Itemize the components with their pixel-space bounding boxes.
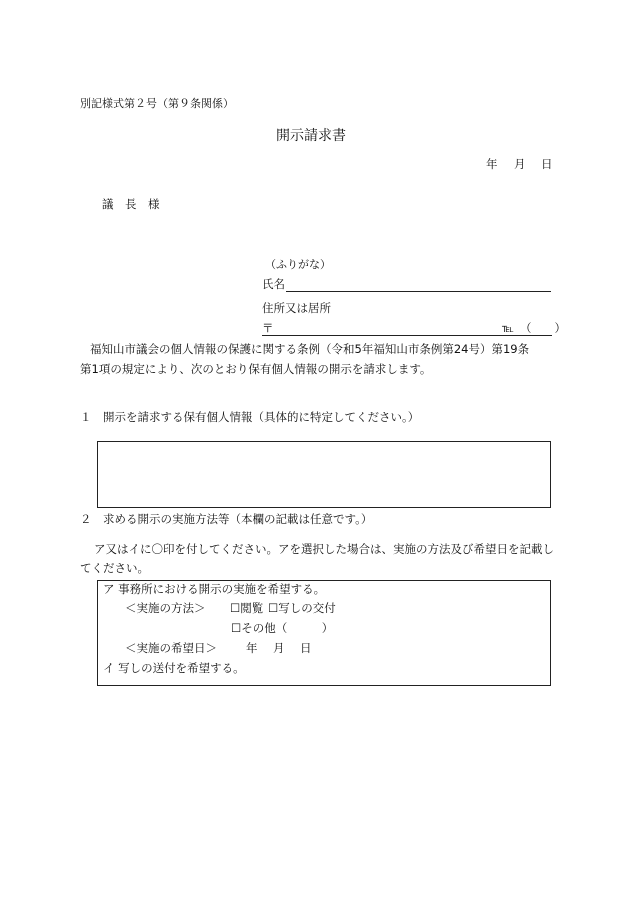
name-label: 氏名 — [262, 277, 285, 291]
intro-line-2: 第1項の規定により、次のとおり保有個人情報の開示を請求します。 — [80, 362, 432, 376]
intro-line-1: 福知山市議会の個人情報の保護に関する条例（令和5年福知山市条例第24号）第19条 — [90, 342, 530, 356]
option-b-label[interactable]: イ 写しの送付を希望する。 — [103, 661, 245, 675]
preferred-date-month: 月 — [273, 641, 285, 655]
address-field-line[interactable] — [262, 335, 552, 336]
address-label: 住所又は居所 — [262, 301, 331, 315]
section2-note-line-1: ア又はイに〇印を付してください。アを選択した場合は、実施の方法及び希望日を記載し — [94, 542, 554, 556]
section1-heading: １ 開示を請求する保有個人情報（具体的に特定してください。） — [80, 410, 420, 424]
section2-note-line-2: てください。 — [80, 561, 149, 575]
tel-mark: ℡ — [502, 322, 514, 335]
preferred-date-year: 年 — [246, 641, 258, 655]
addressee: 議 長 様 — [102, 197, 160, 211]
tel-paren: （ ） — [520, 321, 566, 335]
preferred-date-day: 日 — [300, 641, 312, 655]
form-number-label: 別記様式第２号（第９条関係） — [80, 97, 234, 110]
document-title: 開示請求書 — [276, 128, 346, 144]
method-view-checkbox[interactable]: ☐閲覧 — [230, 601, 264, 615]
method-other-checkbox[interactable]: ☐その他（ ） — [231, 621, 334, 635]
method-copy-checkbox[interactable]: ☐写しの交付 — [268, 601, 336, 615]
requested-info-field[interactable] — [97, 441, 551, 508]
date-day-label: 日 — [541, 157, 553, 171]
name-field-line[interactable] — [286, 291, 551, 292]
date-month-label: 月 — [514, 157, 526, 171]
section2-heading: ２ 求める開示の実施方法等（本欄の記載は任意です。） — [80, 512, 373, 526]
postal-mark: 〒 — [262, 321, 274, 335]
preferred-date-label: ＜実施の希望日＞ — [125, 641, 217, 655]
date-year-label: 年 — [486, 157, 498, 171]
method-label: ＜実施の方法＞ — [125, 601, 206, 615]
furigana-label: （ふりがな） — [265, 258, 331, 271]
option-a-label[interactable]: ア 事務所における開示の実施を希望する。 — [103, 582, 326, 596]
